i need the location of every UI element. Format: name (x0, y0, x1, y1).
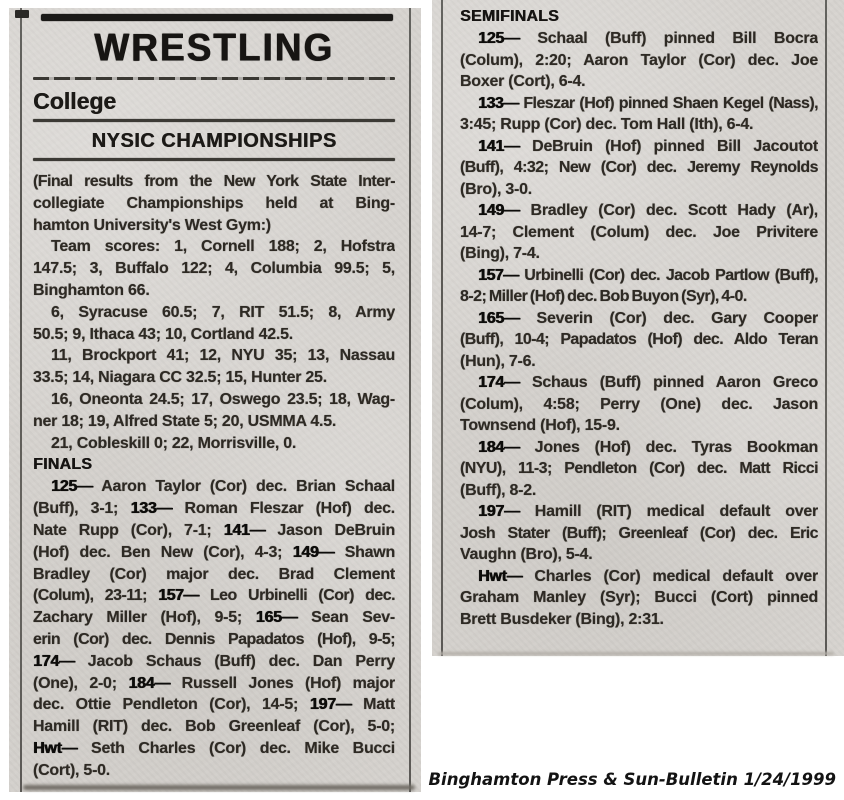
text-line (33, 389, 395, 411)
scan-cut-smudge (23, 785, 415, 790)
text-segment: Bradley (Cor) major dec. Brad Clement (33, 565, 395, 583)
weight-class-label: 157— (158, 587, 199, 605)
text-segment: 50.5; 9, Ithaca 43; 10, Cortland 42.5. (33, 325, 293, 343)
text-line (33, 673, 395, 695)
text-line (33, 215, 395, 237)
text-segment: Hamill (RIT) dec. Bob Greenleaf (Cor), 5-0; (33, 718, 395, 736)
text-segment: 3:45; Rupp (Cor) dec. Tom Hall (Ith), 6-4. (460, 116, 754, 133)
text-segment: Shawn (334, 543, 395, 561)
text-line (33, 411, 395, 433)
text-line (460, 136, 818, 158)
text-line (33, 324, 395, 346)
weight-class-label: 165— (255, 609, 298, 627)
text-line (33, 236, 395, 258)
text-line (460, 372, 818, 394)
text-segment: erin (Cor) dec. Dennis Papadatos (Hof), 9-5; (33, 630, 395, 648)
text-line (33, 651, 395, 673)
text-line (33, 345, 395, 367)
weight-class-label: 141— (223, 521, 266, 539)
text-segment: (Colum), 23-11; (33, 587, 159, 605)
text-segment: 6, Syracuse 60.5; 7, RIT 51.5; 8, Army (51, 303, 395, 321)
text-segment: Leo Urbinelli (Cor) dec. (198, 587, 395, 605)
text-segment: 147.5; 3, Buffalo 122; 4, Columbia 99.5; 5, (33, 260, 395, 278)
text-segment: Jacob Schaus (Buff) dec. Dan Perry (74, 652, 395, 670)
text-segment: 11, Brockport 41; 12, NYU 35; 13, Nassau (51, 347, 395, 365)
text-line (460, 437, 818, 459)
text-line (33, 193, 395, 215)
text-line (33, 302, 395, 324)
weight-class-label: 149— (292, 543, 335, 561)
result-paragraph (460, 566, 818, 631)
text-line (33, 585, 395, 607)
text-line (460, 566, 818, 588)
right-column-text (460, 6, 818, 630)
text-segment: Nate Rupp (Cor), 7-1; (33, 521, 224, 539)
text-line (460, 71, 818, 93)
text-segment: dec. Ottie Pendleton (Cor), 14-5; (33, 696, 310, 714)
text-segment: Seth Charles (Cor) dec. Mike Bucci (77, 739, 395, 757)
section-heading: FINALS (33, 456, 92, 474)
text-line (33, 258, 395, 280)
scan-cut-smudge (438, 652, 834, 655)
text-segment: Graham Manley (Syr); Bucci (Cort) pinned (460, 589, 818, 606)
text-line (33, 629, 395, 651)
text-segment: (Cort), 5-0. (33, 761, 110, 779)
text-segment: (Colum), 4:58; Perry (One) dec. Jason (460, 395, 818, 413)
text-line (460, 609, 818, 631)
subhead-title: NYSIC CHAMPIONSHIPS (91, 130, 337, 152)
text-segment: Aaron Taylor (Cor) dec. Brian Schaal (92, 478, 395, 496)
weight-class-label: 184— (478, 438, 520, 456)
text-line (460, 501, 818, 523)
weight-class-label: Hwt— (478, 567, 523, 585)
text-segment: Charles (Cor) medical default over (522, 567, 818, 585)
text-line (460, 480, 818, 502)
text-line (460, 587, 818, 609)
masthead-title: WRESTLING (94, 25, 334, 70)
text-segment: Jones (Hof) dec. Tyras Bookman (519, 438, 818, 456)
text-line (460, 351, 818, 373)
text-segment: Team scores: 1, Cornell 188; 2, Hofstra (51, 238, 395, 256)
text-segment: Roman Fleszar (Hof) dec. (172, 500, 395, 518)
thin-rule (33, 119, 395, 122)
text-line (460, 308, 818, 330)
text-segment: Binghamton 66. (33, 281, 150, 299)
result-paragraph (460, 308, 818, 373)
result-paragraph (460, 93, 818, 136)
text-segment: 8-2; Miller (Hof) dec. Bob Buyon (Syr), 4-0. (460, 288, 747, 305)
text-line (33, 694, 395, 716)
text-segment: Jason DeBruin (265, 521, 395, 539)
result-paragraph (460, 200, 818, 265)
text-line (460, 157, 818, 179)
text-line (460, 200, 818, 222)
dashed-rule (33, 77, 395, 80)
result-paragraph (33, 236, 395, 301)
text-segment: (Buff), 10-4; Papadatos (Hof) dec. Aldo Teran (460, 331, 818, 348)
text-line (33, 367, 395, 389)
text-line (460, 222, 818, 244)
text-line (460, 523, 818, 545)
text-segment: Townsend (Hof), 15-9. (460, 417, 620, 434)
result-paragraph (33, 302, 395, 346)
section-heading: SEMIFINALS (460, 8, 559, 25)
text-segment: 33.5; 14, Niagara CC 32.5; 15, Hunter 25. (33, 369, 327, 387)
text-segment: hamton University's West Gym:) (33, 216, 271, 234)
left-newspaper-clipping (9, 8, 421, 792)
text-segment: Severin (Cor) dec. Gary Cooper (519, 309, 818, 327)
text-segment: Schaal (Buff) pinned Bill Bocra (519, 30, 818, 47)
weight-class-label: 174— (33, 652, 75, 670)
text-line (33, 542, 395, 564)
text-segment: Russell Jones (Hof) major (170, 674, 395, 692)
text-line (33, 738, 395, 760)
result-paragraph (460, 136, 818, 201)
weight-class-label: 125— (51, 478, 93, 496)
result-paragraph (33, 476, 395, 781)
text-segment: collegiate Championships held at Bing- (33, 194, 395, 212)
text-segment: DeBruin (Hof) pinned Bill Jacoutot (519, 137, 818, 155)
text-line (460, 243, 818, 265)
result-paragraph (33, 433, 395, 455)
result-paragraph (33, 389, 395, 433)
text-segment: ner 18; 19, Alfred State 5; 20, USMMA 4.5. (33, 412, 337, 430)
result-paragraph (460, 372, 818, 437)
text-line (33, 760, 395, 782)
text-line (33, 171, 395, 193)
weight-class-label: 157— (478, 266, 519, 284)
text-segment: 16, Oneonta 24.5; 17, Oswego 23.5; 18, Wag- (51, 390, 395, 408)
result-paragraph (33, 171, 395, 236)
text-segment: (Hof) dec. Ben New (Cor), 4-3; (33, 543, 293, 561)
weight-class-label: 174— (478, 374, 520, 391)
right-newspaper-clipping (432, 0, 844, 656)
text-segment: Matt (351, 696, 395, 714)
text-segment: (One), 2-0; (33, 674, 129, 692)
weight-class-label: 149— (478, 202, 520, 219)
text-line (460, 265, 818, 287)
text-segment: (Buff), 3-1; (33, 500, 131, 518)
text-line (33, 607, 395, 629)
text-segment: Josh Stater (Buff); Greenleaf (Cor) dec. Eric (460, 524, 818, 542)
text-segment: (Bing), 7-4. (460, 245, 540, 262)
text-line (460, 50, 818, 72)
thin-rule (33, 158, 395, 161)
text-line (33, 520, 395, 542)
text-line (460, 458, 818, 480)
text-line (460, 286, 818, 308)
text-segment: Boxer (Cort), 6-4. (460, 73, 586, 90)
weight-class-label: 197— (309, 696, 352, 714)
text-segment: (Buff), 8-2. (460, 481, 537, 499)
text-line (33, 476, 395, 498)
result-paragraph (33, 345, 395, 389)
text-segment: (Final results from the New York State Inter- (33, 173, 395, 190)
weight-class-label: 165— (478, 309, 520, 327)
text-line (33, 498, 395, 520)
text-segment: (Buff), 4:32; New (Cor) dec. Jeremy Reynolds (460, 159, 818, 176)
text-segment: Vaughn (Bro), 5-4. (460, 546, 593, 563)
text-line (460, 415, 818, 437)
text-line (460, 329, 818, 351)
text-line (460, 28, 818, 50)
text-segment: Brett Busdeker (Bing), 2:31. (460, 610, 664, 628)
text-line (33, 433, 395, 455)
weight-class-label: 133— (130, 500, 173, 518)
left-column-text (33, 171, 395, 782)
section-label: College (33, 88, 117, 114)
text-segment: Sean Sev- (297, 609, 395, 627)
text-line (33, 564, 395, 586)
text-segment: (Bro), 3-0. (460, 180, 532, 198)
text-segment: 14-7; Clement (Colum) dec. Joe Privitere (460, 223, 818, 241)
source-attribution: Binghamton Press & Sun-Bulletin 1/24/1999 (428, 770, 836, 789)
text-line (460, 394, 818, 416)
weight-class-label: 125— (478, 30, 520, 47)
result-paragraph (460, 28, 818, 93)
headline-top-bar (41, 14, 393, 21)
weight-class-label: 133— (478, 94, 519, 112)
text-line (460, 93, 818, 115)
text-segment: Urbinelli (Cor) dec. Jacob Partlow (Buff), (518, 266, 818, 284)
text-segment: (Colum), 2:20; Aaron Taylor (Cor) dec. Joe (460, 51, 818, 69)
text-segment: Zachary Miller (Hof), 9-5; (33, 609, 256, 627)
text-line (460, 114, 818, 136)
text-segment: Fleszar (Hof) pinned Shaen Kegel (Nass), (518, 94, 818, 112)
text-segment: (Hun), 7-6. (460, 352, 536, 370)
text-line (460, 544, 818, 566)
text-line (460, 179, 818, 201)
result-paragraph (460, 265, 818, 308)
weight-class-label: Hwt— (33, 739, 78, 757)
text-segment: Bradley (Cor) dec. Scott Hady (Ar), (519, 202, 818, 219)
text-segment: Hamill (RIT) medical default over (519, 503, 818, 520)
weight-class-label: 141— (478, 137, 520, 155)
weight-class-label: 197— (478, 503, 520, 520)
weight-class-label: 184— (128, 674, 171, 692)
text-segment: 21, Cobleskill 0; 22, Morrisville, 0. (51, 434, 297, 452)
result-paragraph (460, 437, 818, 502)
text-line (33, 280, 395, 302)
text-segment: (NYU), 11-3; Pendleton (Cor) dec. Matt Ricci (460, 460, 818, 477)
text-line (33, 716, 395, 738)
text-segment: Schaus (Buff) pinned Aaron Greco (519, 374, 818, 391)
result-paragraph (460, 501, 818, 566)
